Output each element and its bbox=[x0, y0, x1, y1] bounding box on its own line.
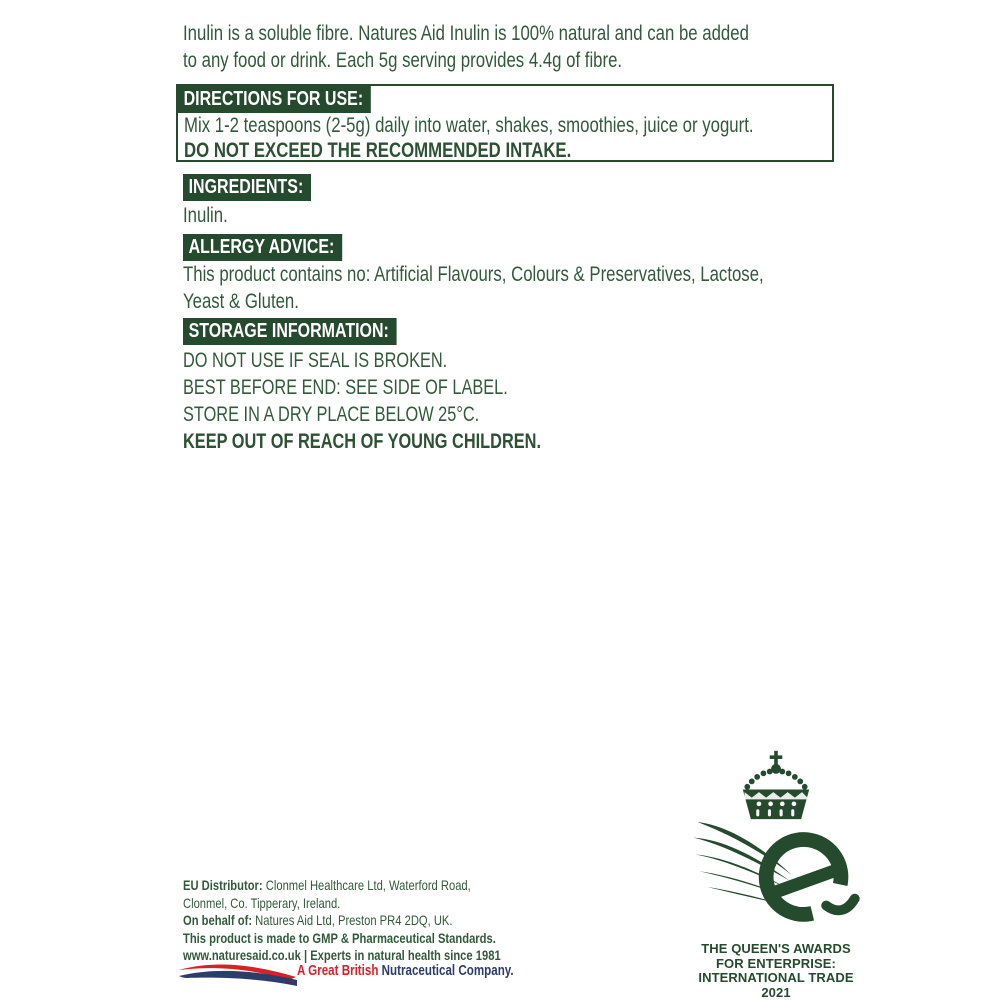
award-e-wing-icon bbox=[691, 812, 861, 938]
directions-label: DIRECTIONS FOR USE: bbox=[178, 86, 371, 113]
storage-line: DO NOT USE IF SEAL IS BROKEN. bbox=[183, 348, 448, 372]
website-line: www.naturesaid.co.uk | Experts in natural health since 1981 bbox=[183, 947, 501, 963]
allergy-section bbox=[183, 234, 382, 261]
award-caption-line: FOR ENTERPRISE: bbox=[716, 955, 836, 971]
allergy-line-2: Yeast & Gluten. bbox=[183, 289, 299, 313]
award-caption-line: THE QUEEN'S AWARDS bbox=[701, 941, 851, 956]
intro-line-1: Inulin is a soluble fibre. Natures Aid Inulin is 100% natural and can be added bbox=[183, 21, 749, 45]
footer bbox=[183, 877, 580, 965]
gmp-line: This product is made to GMP & Pharmaceutical Standards. bbox=[183, 929, 496, 946]
allergy-text bbox=[183, 261, 927, 315]
award-caption-line: 2021 bbox=[761, 984, 791, 1000]
storage-line: BEST BEFORE END: SEE SIDE OF LABEL. bbox=[183, 375, 508, 399]
award-caption bbox=[688, 942, 864, 1000]
award-caption-line: INTERNATIONAL TRADE bbox=[698, 970, 854, 985]
intro-text bbox=[183, 20, 909, 74]
allergy-label: ALLERGY ADVICE: bbox=[183, 234, 342, 261]
directions-warning: DO NOT EXCEED THE RECOMMENDED INTAKE. bbox=[184, 138, 572, 162]
storage-warning: KEEP OUT OF REACH OF YOUNG CHILDREN. bbox=[183, 429, 542, 453]
eu-distributor-line bbox=[183, 877, 501, 895]
storage-label: STORAGE INFORMATION: bbox=[183, 318, 397, 345]
storage-section bbox=[183, 318, 450, 345]
eu-distributor-text: Clonmel Healthcare Ltd, Waterford Road, bbox=[262, 877, 471, 893]
on-behalf-line bbox=[183, 912, 501, 930]
storage-line: STORE IN A DRY PLACE BELOW 25°C. bbox=[183, 402, 480, 426]
tagline-red: A Great British bbox=[297, 963, 379, 979]
tagline bbox=[297, 963, 514, 979]
queens-award-emblem bbox=[688, 750, 864, 1000]
allergy-line-1: This product contains no: Artificial Flavours, Colours & Preservatives, Lactose, bbox=[183, 262, 764, 286]
directions-box bbox=[176, 84, 834, 162]
intro-line-2: to any food or drink. Each 5g serving provides 4.4g of fibre. bbox=[183, 48, 623, 72]
directions-line-1: Mix 1-2 teaspoons (2-5g) daily into water, shakes, smoothies, juice or yogurt. bbox=[184, 113, 754, 137]
ingredients-label: INGREDIENTS: bbox=[183, 174, 311, 201]
storage-text bbox=[183, 347, 654, 455]
union-flag-swoosh-icon bbox=[177, 961, 299, 989]
crown-icon bbox=[735, 750, 817, 820]
eu-distributor-line-2: Clonmel, Co. Tipperary, Ireland. bbox=[183, 894, 341, 911]
eu-distributor-label: EU Distributor: bbox=[183, 877, 263, 893]
ingredients-text: Inulin. bbox=[183, 203, 228, 227]
ingredients-section bbox=[183, 174, 343, 201]
tagline-rest: Nutraceutical Company. bbox=[378, 963, 514, 979]
on-behalf-text: Natures Aid Ltd, Preston PR4 2DQ, UK. bbox=[252, 912, 453, 928]
on-behalf-label: On behalf of: bbox=[183, 912, 253, 928]
